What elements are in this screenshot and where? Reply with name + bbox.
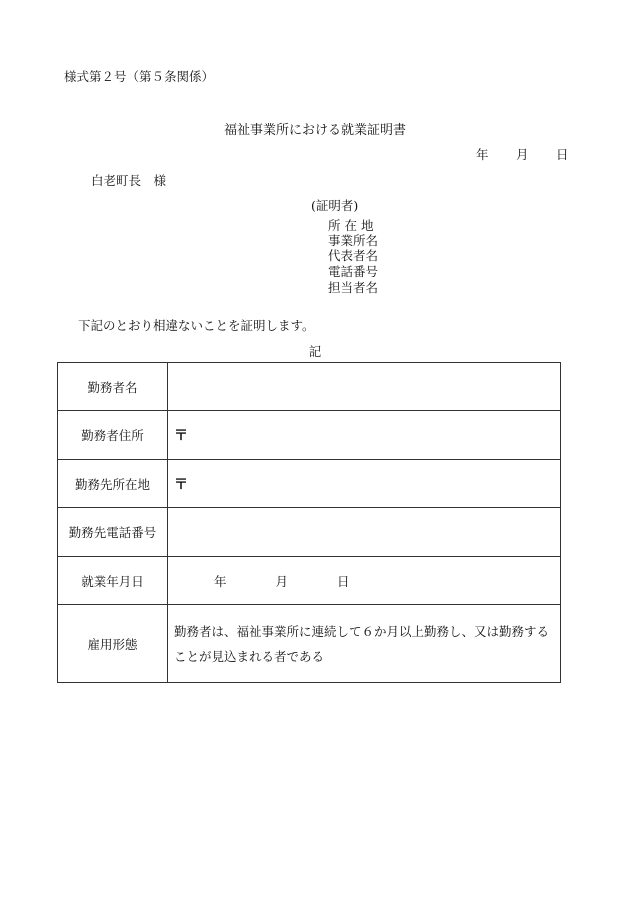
employee-address-field[interactable] [168,411,561,460]
certifier-office-name-label: 事業所名 [328,233,379,248]
certificate-table [57,362,561,683]
certifier-phone-label: 電話番号 [328,264,379,279]
table-row [58,557,561,605]
employment-day-label: 日 [337,573,350,589]
employee-name-label: 勤務者名 [58,363,168,411]
certification-statement: 下記のとおり相違ないことを証明します。 [78,318,315,333]
form-number: 様式第２号（第５条関係） [64,69,215,84]
date-month-label: 月 [516,147,529,162]
certifier-address-label: 所 在 地 [328,218,374,233]
table-row [58,411,561,460]
employment-date-label: 就業年月日 [58,557,168,605]
certifier-representative-label: 代表者名 [328,248,379,263]
certifier-contact-label: 担当者名 [328,280,379,295]
table-row [58,363,561,411]
employee-name-field[interactable] [168,363,561,411]
certifier-heading: (証明者) [311,198,359,213]
employment-month-label: 月 [275,573,289,589]
document-title: 福祉事業所における就業証明書 [223,123,406,138]
postal-mark-icon: 〒 [174,476,188,493]
workplace-phone-field[interactable] [168,508,561,557]
table-row [58,508,561,557]
postal-mark-icon: 〒 [174,428,188,444]
employment-date-field[interactable] [168,557,561,605]
addressee: 白老町長 様 [91,173,167,188]
employment-type-label: 雇用形態 [58,605,168,683]
employee-address-label: 勤務者住所 [58,411,168,460]
date-day-label: 日 [556,147,569,162]
employment-year-label: 年 [214,573,227,589]
workplace-phone-label: 勤務先電話番号 [58,508,168,557]
workplace-address-field[interactable] [168,460,561,508]
employment-type-text: 勤務者は、福祉事業所に連続して６か月以上勤務し、又は勤務することが見込まれる者である [168,605,561,683]
table-row [58,605,561,683]
ki-marker: 記 [308,344,322,359]
date-year-label: 年 [476,147,489,162]
workplace-address-label: 勤務先所在地 [58,460,168,508]
table-row [58,460,561,508]
